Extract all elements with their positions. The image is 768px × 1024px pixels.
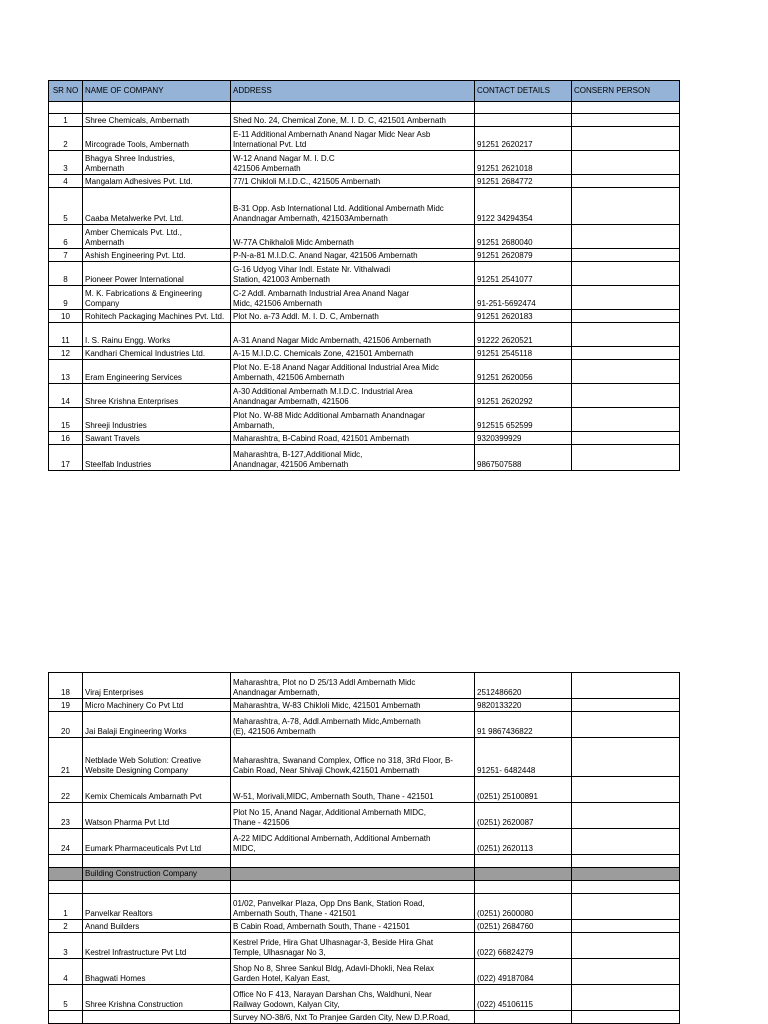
sr-no-cell: 18 (49, 673, 83, 699)
concern-person-cell (572, 920, 680, 933)
company-name-cell: Steelfab Industries (83, 445, 231, 471)
empty-cell (475, 868, 572, 881)
sr-no-cell: 1 (49, 114, 83, 127)
sr-no-cell: 24 (49, 829, 83, 855)
sr-no-cell: 2 (49, 920, 83, 933)
address-cell: Plot No. W-88 Midc Additional Ambarnath Anandnagar Ambarnath, (231, 408, 475, 432)
table-row (49, 347, 680, 360)
table-row (49, 249, 680, 262)
address-cell: Maharashtra, A-78, Addl.Ambernath Midc,Ambernath (E), 421506 Ambernath (231, 712, 475, 738)
sr-no-cell (49, 855, 83, 868)
sr-no-cell: 15 (49, 408, 83, 432)
address-cell: B Cabin Road, Ambernath South, Thane - 421501 (231, 920, 475, 933)
concern-person-cell (572, 699, 680, 712)
concern-person-cell (572, 310, 680, 323)
sr-no-cell: 7 (49, 249, 83, 262)
sr-no-cell: 13 (49, 360, 83, 384)
table-row (49, 829, 680, 855)
contact-cell (475, 102, 572, 114)
table-row (49, 432, 680, 445)
sr-no-cell: 23 (49, 803, 83, 829)
table-row (49, 673, 680, 699)
table-row (49, 881, 680, 894)
address-cell: 77/1 Chikloli M.I.D.C., 421505 Ambernath (231, 175, 475, 188)
sr-no-cell: 20 (49, 712, 83, 738)
address-cell: A-31 Anand Nagar Midc Ambernath, 421506 Ambernath (231, 323, 475, 347)
sr-no-cell: 8 (49, 262, 83, 286)
concern-person-cell (572, 323, 680, 347)
company-name-cell: Pioneer Power International (83, 262, 231, 286)
contact-cell: 91 9867436822 (475, 712, 572, 738)
contact-cell: 91-251-5692474 (475, 286, 572, 310)
contact-cell: (0251) 2620113 (475, 829, 572, 855)
header-company-name: NAME OF COMPANY (83, 81, 231, 102)
sr-no-cell: 17 (49, 445, 83, 471)
sr-no-cell: 1 (49, 894, 83, 920)
table-row (49, 262, 680, 286)
table-row (49, 151, 680, 175)
contact-cell: (0251) 2620087 (475, 803, 572, 829)
sr-no-cell: 6 (49, 225, 83, 249)
address-cell: Kestrel Pride, Hira Ghat Ulhasnagar-3, Beside Hira Ghat Temple, Ulhasnagar No 3, (231, 933, 475, 959)
contact-cell: (022) 49187084 (475, 959, 572, 985)
contact-cell: 9320399929 (475, 432, 572, 445)
address-cell: Maharashtra, Plot no D 25/13 Addl Ambernath Midc Anandnagar Ambernath, (231, 673, 475, 699)
address-cell (231, 881, 475, 894)
address-cell: Office No F 413, Narayan Darshan Chs, Waldhuni, Near Railway Godown, Kalyan City, (231, 985, 475, 1011)
company-name-cell (83, 102, 231, 114)
company-name-cell: Shree Krishna Enterprises (83, 384, 231, 408)
section-title: Building Construction Company (83, 868, 231, 881)
concern-person-cell (572, 803, 680, 829)
address-cell: 01/02, Panvelkar Plaza, Opp Dns Bank, Station Road, Ambernath South, Thane - 421501 (231, 894, 475, 920)
address-cell: P-N-a-81 M.I.D.C. Anand Nagar, 421506 Ambernath (231, 249, 475, 262)
sr-no-cell: 2 (49, 127, 83, 151)
contact-cell: 91251 2620183 (475, 310, 572, 323)
address-cell: Maharashtra, Swanand Complex, Office no 318, 3Rd Floor, B- Cabin Road, Near Shivaji Chowk,421501 Ambernath (231, 738, 475, 777)
table-row (49, 1011, 680, 1024)
sr-no-cell: 21 (49, 738, 83, 777)
concern-person-cell (572, 777, 680, 803)
sr-no-cell: 11 (49, 323, 83, 347)
contact-cell: 2512486620 (475, 673, 572, 699)
concern-person-cell (572, 347, 680, 360)
sr-no-cell (49, 102, 83, 114)
concern-person-cell (572, 408, 680, 432)
sr-no-cell: 16 (49, 432, 83, 445)
contact-cell: 91251- 6482448 (475, 738, 572, 777)
table-row (49, 225, 680, 249)
concern-person-cell (572, 712, 680, 738)
company-name-cell: Kestrel Infrastructure Pvt Ltd (83, 933, 231, 959)
concern-person-cell (572, 959, 680, 985)
sr-no-cell: 4 (49, 175, 83, 188)
table-row (49, 712, 680, 738)
address-cell: Survey NO-38/6, Nxt To Pranjee Garden City, New D.P.Road, (231, 1011, 475, 1024)
company-name-cell: Shree Krishna Construction (83, 985, 231, 1011)
company-name-cell: Caaba Metalwerke Pvt. Ltd. (83, 188, 231, 225)
company-name-cell: Shree Chemicals, Ambernath (83, 114, 231, 127)
concern-person-cell (572, 933, 680, 959)
concern-person-cell (572, 829, 680, 855)
address-cell: Maharashtra, W-83 Chikloli Midc, 421501 Ambernath (231, 699, 475, 712)
header-sr-no: SR NO (49, 81, 83, 102)
contact-cell: 91251 2621018 (475, 151, 572, 175)
table-row (49, 933, 680, 959)
table-row (49, 384, 680, 408)
concern-person-cell (572, 262, 680, 286)
contact-cell: 91251 2620879 (475, 249, 572, 262)
sr-no-cell: 14 (49, 384, 83, 408)
address-cell: C-2 Addl. Ambarnath Industrial Area Anand Nagar Midc, 421506 Ambernath (231, 286, 475, 310)
company-name-cell: Eumark Pharmaceuticals Pvt Ltd (83, 829, 231, 855)
concern-person-cell (572, 286, 680, 310)
address-cell: Maharashtra, B-127,Additional Midc, Anandnagar, 421506 Ambernath (231, 445, 475, 471)
contact-cell: (0251) 2684760 (475, 920, 572, 933)
company-table-2 (48, 672, 680, 1024)
concern-person-cell (572, 175, 680, 188)
concern-person-cell (572, 1011, 680, 1024)
address-cell: Shop No 8, Shree Sankul Bldg, Adavli-Dhokli, Nea Relax Garden Hotel, Kalyan East, (231, 959, 475, 985)
table-header-row (49, 81, 680, 102)
address-cell: Shed No. 24, Chemical Zone, M. I. D. C, 421501 Ambernath (231, 114, 475, 127)
header-concern-person: CONSERN PERSON (572, 81, 680, 102)
table-row (49, 102, 680, 114)
concern-person-cell (572, 127, 680, 151)
company-name-cell: Viraj Enterprises (83, 673, 231, 699)
concern-person-cell (572, 445, 680, 471)
company-name-cell: Amber Chemicals Pvt. Ltd., Ambernath (83, 225, 231, 249)
address-cell: Plot No. a-73 Addl. M. I. D. C, Ambernath (231, 310, 475, 323)
concern-person-cell (572, 881, 680, 894)
contact-cell: 91251 2545118 (475, 347, 572, 360)
address-cell (231, 102, 475, 114)
contact-cell: 91251 2620056 (475, 360, 572, 384)
address-cell: A-22 MIDC Additional Ambernath, Additional Ambernath MIDC, (231, 829, 475, 855)
sr-no-cell: 5 (49, 188, 83, 225)
concern-person-cell (572, 855, 680, 868)
concern-person-cell (572, 360, 680, 384)
address-cell: W-77A Chikhaloli Midc Ambernath (231, 225, 475, 249)
company-name-cell: Sawant Travels (83, 432, 231, 445)
company-name-cell: Eram Engineering Services (83, 360, 231, 384)
sr-no-cell: 9 (49, 286, 83, 310)
concern-person-cell (572, 102, 680, 114)
concern-person-cell (572, 225, 680, 249)
contact-cell (475, 855, 572, 868)
table-row (49, 323, 680, 347)
company-name-cell: Netblade Web Solution: Creative Website Designing Company (83, 738, 231, 777)
company-name-cell: Kandhari Chemical Industries Ltd. (83, 347, 231, 360)
company-name-cell: Mangalam Adhesives Pvt. Ltd. (83, 175, 231, 188)
company-name-cell: Rohitech Packaging Machines Pvt. Ltd. (83, 310, 231, 323)
concern-person-cell (572, 188, 680, 225)
table-row (49, 985, 680, 1011)
empty-cell (231, 868, 475, 881)
table-row (49, 286, 680, 310)
contact-cell: (0251) 2600080 (475, 894, 572, 920)
table-row (49, 188, 680, 225)
address-cell (231, 855, 475, 868)
company-name-cell: Bhagwati Homes (83, 959, 231, 985)
company-name-cell: Panvelkar Realtors (83, 894, 231, 920)
contact-cell (475, 114, 572, 127)
company-name-cell: M. K. Fabrications & Engineering Company (83, 286, 231, 310)
table-row (49, 360, 680, 384)
address-cell: B-31 Opp. Asb International Ltd. Additional Ambernath Midc Anandnagar Ambernath, 421503Ambernath (231, 188, 475, 225)
table-row (49, 310, 680, 323)
table-row (49, 855, 680, 868)
table-row (49, 777, 680, 803)
sr-no-cell: 5 (49, 985, 83, 1011)
table-row (49, 959, 680, 985)
table-row (49, 738, 680, 777)
concern-person-cell (572, 738, 680, 777)
contact-cell: 912515 652599 (475, 408, 572, 432)
company-name-cell: I. S. Rainu Engg. Works (83, 323, 231, 347)
concern-person-cell (572, 249, 680, 262)
contact-cell (475, 881, 572, 894)
contact-cell: 9867507588 (475, 445, 572, 471)
address-cell: G-16 Udyog Vihar Indl. Estate Nr. Vithalwadi Station, 421003 Ambernath (231, 262, 475, 286)
sr-no-cell: 10 (49, 310, 83, 323)
concern-person-cell (572, 384, 680, 408)
company-name-cell: Shreeji Industries (83, 408, 231, 432)
contact-cell: (0251) 25100891 (475, 777, 572, 803)
company-name-cell: Jai Balaji Engineering Works (83, 712, 231, 738)
table-row (49, 894, 680, 920)
company-name-cell: Mircograde Tools, Ambernath (83, 127, 231, 151)
table-row (49, 920, 680, 933)
company-name-cell (83, 881, 231, 894)
section-header-row (49, 868, 680, 881)
company-name-cell: Bhagya Shree Industries, Ambernath (83, 151, 231, 175)
company-name-cell: Watson Pharma Pvt Ltd (83, 803, 231, 829)
contact-cell: 91251 2680040 (475, 225, 572, 249)
company-name-cell (83, 855, 231, 868)
sr-no-cell: 3 (49, 933, 83, 959)
table-row (49, 803, 680, 829)
contact-cell: 91222 2620521 (475, 323, 572, 347)
empty-cell (572, 868, 680, 881)
sr-no-cell: 19 (49, 699, 83, 712)
sr-no-cell (49, 1011, 83, 1024)
concern-person-cell (572, 151, 680, 175)
header-contact-details: CONTACT DETAILS (475, 81, 572, 102)
concern-person-cell (572, 114, 680, 127)
contact-cell: 91251 2620292 (475, 384, 572, 408)
table-row (49, 699, 680, 712)
address-cell: A-30 Additional Ambernath M.I.D.C. Industrial Area Anandnagar Ambernath, 421506 (231, 384, 475, 408)
contact-cell: 9122 34294354 (475, 188, 572, 225)
table-row (49, 445, 680, 471)
contact-cell: 91251 2620217 (475, 127, 572, 151)
concern-person-cell (572, 432, 680, 445)
concern-person-cell (572, 985, 680, 1011)
company-name-cell: Micro Machinery Co Pvt Ltd (83, 699, 231, 712)
address-cell: A-15 M.I.D.C. Chemicals Zone, 421501 Ambernath (231, 347, 475, 360)
table-row (49, 408, 680, 432)
sr-no-cell: 12 (49, 347, 83, 360)
address-cell: E-11 Additional Ambernath Anand Nagar Midc Near Asb International Pvt. Ltd (231, 127, 475, 151)
contact-cell: 91251 2541077 (475, 262, 572, 286)
address-cell: Plot No 15, Anand Nagar, Additional Ambernath MIDC, Thane - 421506 (231, 803, 475, 829)
sr-no-cell: 3 (49, 151, 83, 175)
table-row (49, 127, 680, 151)
company-table-1 (48, 80, 680, 471)
address-cell: Plot No. E-18 Anand Nagar Additional Industrial Area Midc Ambernath, 421506 Ambernath (231, 360, 475, 384)
address-cell: W-51, Morivali,MIDC, Ambernath South, Thane - 421501 (231, 777, 475, 803)
contact-cell: 91251 2684772 (475, 175, 572, 188)
sr-no-cell: 4 (49, 959, 83, 985)
contact-cell: (022) 66824279 (475, 933, 572, 959)
company-name-cell: Kemix Chemicals Ambarnath Pvt (83, 777, 231, 803)
sr-no-cell (49, 881, 83, 894)
concern-person-cell (572, 894, 680, 920)
table-row (49, 175, 680, 188)
header-address: ADDRESS (231, 81, 475, 102)
empty-cell (49, 868, 83, 881)
address-cell: Maharashtra, B-Cabind Road, 421501 Ambernath (231, 432, 475, 445)
company-name-cell (83, 1011, 231, 1024)
concern-person-cell (572, 673, 680, 699)
contact-cell: 9820133220 (475, 699, 572, 712)
contact-cell: (022) 45106115 (475, 985, 572, 1011)
company-name-cell: Anand Builders (83, 920, 231, 933)
company-name-cell: Ashish Engineering Pvt. Ltd. (83, 249, 231, 262)
address-cell: W-12 Anand Nagar M. I. D.C 421506 Ambernath (231, 151, 475, 175)
contact-cell (475, 1011, 572, 1024)
table-row (49, 114, 680, 127)
sr-no-cell: 22 (49, 777, 83, 803)
